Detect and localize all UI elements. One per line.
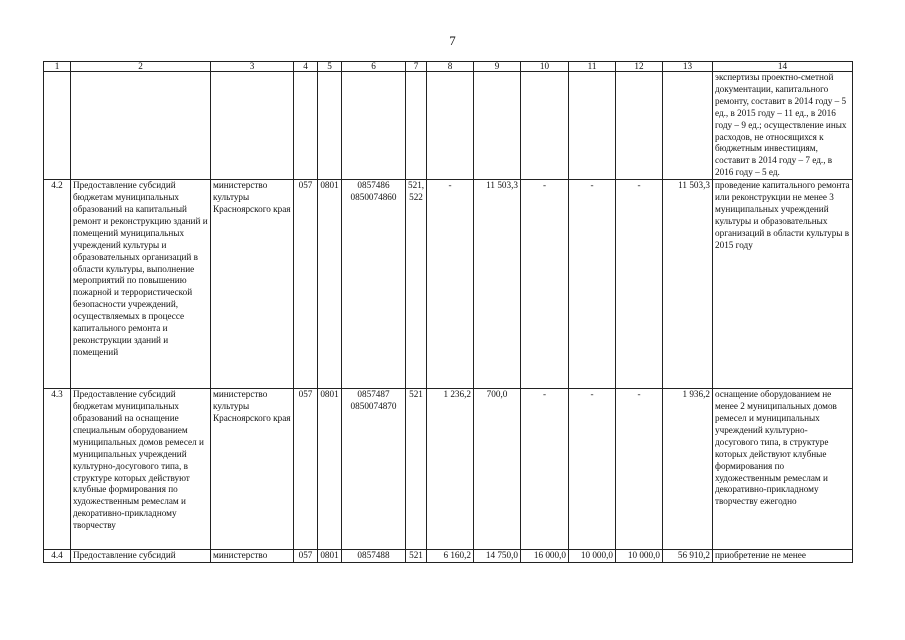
activity-name: Предоставление субсидий бюджетам муниципальных образований на капитальный ремонт и реконструкцию зданий и помещений муниципальных учреждений культуры и образовательных организаций в области культуры, выполнение мероприятий по повышению пожарной и террористической безопасности учреждений, осуществляемых в процессе капитального ремонта и реконструкции зданий и помещений bbox=[71, 180, 211, 389]
cell-year-2014: - bbox=[427, 180, 474, 389]
column-number-row bbox=[44, 62, 853, 72]
cell-empty bbox=[211, 72, 294, 180]
cell-empty bbox=[318, 72, 342, 180]
cell-empty bbox=[474, 72, 521, 180]
cell-rzpr: 0801 bbox=[318, 389, 342, 550]
cell-total: 56 910,2 bbox=[663, 550, 713, 563]
result-description: приобретение не менее bbox=[713, 550, 853, 563]
cell-year-2014: 6 160,2 bbox=[427, 550, 474, 563]
cell-vr: 521 bbox=[406, 389, 427, 550]
cell-empty bbox=[569, 72, 616, 180]
activity-name: Предоставление субсидий bbox=[71, 550, 211, 563]
responsible-ministry: министерство bbox=[211, 550, 294, 563]
cell-empty bbox=[294, 72, 318, 180]
cell-year-2018: - bbox=[616, 180, 663, 389]
cell-csr: 0857486 0850074860 bbox=[342, 180, 406, 389]
table-row bbox=[44, 180, 853, 389]
column-number: 12 bbox=[616, 62, 663, 72]
table-row-continuation bbox=[44, 72, 853, 180]
cell-year-2017: 10 000,0 bbox=[569, 550, 616, 563]
column-number: 2 bbox=[71, 62, 211, 72]
cell-grbs: 057 bbox=[294, 389, 318, 550]
page-number: 7 bbox=[449, 33, 456, 48]
column-number: 1 bbox=[44, 62, 71, 72]
row-number: 4.4 bbox=[44, 550, 71, 563]
cell-year-2014: 1 236,2 bbox=[427, 389, 474, 550]
cell-year-2017: - bbox=[569, 180, 616, 389]
cell-year-2018: 10 000,0 bbox=[616, 550, 663, 563]
responsible-ministry: министерство культуры Красноярского края bbox=[211, 389, 294, 550]
cell-grbs: 057 bbox=[294, 550, 318, 563]
cell-year-2015: 14 750,0 bbox=[474, 550, 521, 563]
column-number: 10 bbox=[521, 62, 569, 72]
column-number: 9 bbox=[474, 62, 521, 72]
cell-vr: 521 bbox=[406, 550, 427, 563]
column-number: 5 bbox=[318, 62, 342, 72]
column-number: 4 bbox=[294, 62, 318, 72]
cell-empty bbox=[427, 72, 474, 180]
cell-year-2016: 16 000,0 bbox=[521, 550, 569, 563]
column-number: 6 bbox=[342, 62, 406, 72]
cell-total: 1 936,2 bbox=[663, 389, 713, 550]
row-number: 4.2 bbox=[44, 180, 71, 389]
cell-empty bbox=[663, 72, 713, 180]
row-number: 4.3 bbox=[44, 389, 71, 550]
cell-empty bbox=[521, 72, 569, 180]
cell-vr: 521, 522 bbox=[406, 180, 427, 389]
cell-year-2017: - bbox=[569, 389, 616, 550]
cell-rzpr: 0801 bbox=[318, 550, 342, 563]
program-activities-table bbox=[43, 61, 853, 563]
cell-empty bbox=[616, 72, 663, 180]
column-number: 14 bbox=[713, 62, 853, 72]
cell-year-2016: - bbox=[521, 180, 569, 389]
cell-year-2016: - bbox=[521, 389, 569, 550]
column-number: 3 bbox=[211, 62, 294, 72]
cell-year-2015: 700,0 bbox=[474, 389, 521, 550]
cell-empty bbox=[71, 72, 211, 180]
table-row bbox=[44, 550, 853, 563]
column-number: 13 bbox=[663, 62, 713, 72]
cell-csr: 0857487 0850074870 bbox=[342, 389, 406, 550]
cell-total: 11 503,3 bbox=[663, 180, 713, 389]
cell-empty bbox=[342, 72, 406, 180]
cell-empty bbox=[406, 72, 427, 180]
result-description: экспертизы проектно-сметной документации, капитального ремонту, составит в 2014 году – 5 ед., в 2015 году – 11 ед., в 2016 году – 9 ед.; осуществление иных расходов, не относящихся к бюджетным инвестициям, составит в 2014 году – 7 ед., в 2016 году – 5 ед. bbox=[713, 72, 853, 180]
cell-rzpr: 0801 bbox=[318, 180, 342, 389]
cell-year-2015: 11 503,3 bbox=[474, 180, 521, 389]
cell-year-2018: - bbox=[616, 389, 663, 550]
cell-csr: 0857488 bbox=[342, 550, 406, 563]
column-number: 7 bbox=[406, 62, 427, 72]
table-row bbox=[44, 389, 853, 550]
cell-grbs: 057 bbox=[294, 180, 318, 389]
activity-name: Предоставление субсидий бюджетам муниципальных образований на оснащение специальным оборудованием муниципальных домов ремесел и муниципальных учреждений культурно-досугового типа, в структуре которых действуют клубные формирования по художественным ремеслам и декоративно-прикладному творчеству bbox=[71, 389, 211, 550]
result-description: проведение капитального ремонта или реконструкции не менее 3 муниципальных учреждений культуры и образовательных организаций в области культуры в 2015 году bbox=[713, 180, 853, 389]
column-number: 8 bbox=[427, 62, 474, 72]
responsible-ministry: министерство культуры Красноярского края bbox=[211, 180, 294, 389]
result-description: оснащение оборудованием не менее 2 муниципальных домов ремесел и муниципальных учреждений культурно-досугового типа, в структуре которых действуют клубные формирования по художественным ремеслам и декоративно-прикладному творчеству ежегодно bbox=[713, 389, 853, 550]
column-number: 11 bbox=[569, 62, 616, 72]
cell-empty bbox=[44, 72, 71, 180]
